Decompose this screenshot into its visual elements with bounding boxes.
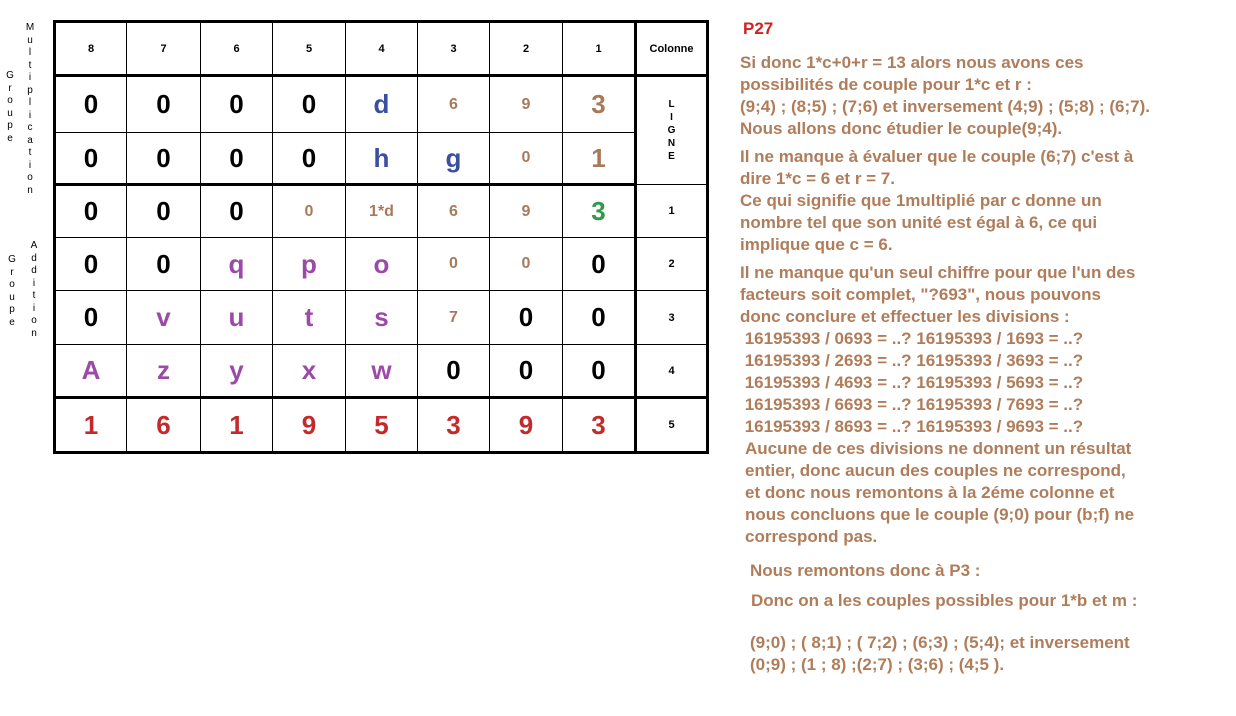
grid-cell: 0	[127, 76, 201, 133]
grid-cell: 1*d	[346, 185, 418, 238]
grid-cell: 1	[201, 398, 273, 453]
vertical-letter: p	[27, 84, 33, 96]
text-line: Aucune de ces divisions ne donnent un résultat	[745, 439, 1132, 458]
grid-cell: 0	[201, 185, 273, 238]
grid-cell: 6	[127, 398, 201, 453]
row-number-label: 4	[636, 345, 708, 398]
vertical-letter: o	[7, 95, 13, 106]
vertical-letter: o	[9, 279, 15, 290]
vertical-letter: o	[31, 315, 37, 326]
grid-cell: 0	[55, 76, 127, 133]
calculation-grid	[53, 20, 709, 454]
grid-cell: s	[346, 291, 418, 345]
column-header-7: 7	[127, 22, 201, 76]
ligne-letter: L	[668, 99, 675, 110]
grid-cell: q	[201, 238, 273, 291]
vertical-letter: d	[31, 252, 37, 264]
grid-row	[55, 291, 708, 345]
grid-row	[55, 345, 708, 398]
text-line: Il ne manque à évaluer que le couple (6;7) c'est à	[740, 147, 1134, 166]
column-header-1: 1	[563, 22, 636, 76]
vertical-letter: t	[28, 59, 32, 71]
vertical-letter: l	[28, 47, 32, 58]
grid-cell: 0	[127, 133, 201, 185]
text-line: facteurs soit complet, "?693", nous pouvons	[740, 285, 1101, 304]
text-line: entier, donc aucun des couples ne correspond,	[745, 461, 1126, 480]
row-number-label: 3	[636, 291, 708, 345]
grid-cell: 9	[490, 76, 563, 133]
text-line: (9;4) ; (8;5) ; (7;6) et inversement (4;9) ; (5;8) ; (6;7).	[740, 97, 1150, 116]
vertical-letter: i	[28, 159, 32, 171]
vertical-letter: i	[28, 109, 32, 121]
text-line: Nous allons donc étudier le couple(9;4).	[740, 119, 1063, 138]
vertical-letter: M	[25, 22, 35, 33]
grid-cell: 9	[273, 398, 346, 453]
text-line: nombre tel que son unité est égal à 6, ce qui	[740, 213, 1098, 232]
row-number-label: 2	[636, 238, 708, 291]
paragraph-1	[740, 52, 1230, 140]
grid-cell: x	[273, 345, 346, 398]
grid-cell: 3	[563, 76, 636, 133]
vertical-letter: i	[32, 277, 36, 289]
text-line: Si donc 1*c+0+r = 13 alors nous avons ces	[740, 53, 1084, 72]
division-list	[740, 328, 1230, 438]
text-line: correspond pas.	[745, 527, 878, 546]
grid-cell: z	[127, 345, 201, 398]
multiplication-vertical-label	[24, 22, 36, 197]
grid-cell: y	[201, 345, 273, 398]
text-line: implique que c = 6.	[740, 235, 893, 254]
text-line: et donc nous remontons à la 2éme colonne et	[745, 483, 1115, 502]
vertical-letter: c	[27, 122, 33, 133]
vertical-letter: t	[32, 290, 36, 301]
text-line: (0;9) ; (1 ; 8) ;(2;7) ; (3;6) ; (4;5 ).	[750, 655, 1005, 674]
grid-cell: 3	[563, 398, 636, 453]
vertical-letter: u	[27, 34, 33, 46]
text-line: 16195393 / 6693 = ..? 16195393 / 7693 = ..?	[740, 395, 1084, 414]
grid-cell: 1	[55, 398, 127, 453]
grid-cell: 0	[563, 291, 636, 345]
ligne-letter: E	[668, 151, 675, 162]
grid-cell: 0	[55, 185, 127, 238]
vertical-letter: G	[6, 70, 14, 81]
grid-cell: g	[418, 133, 490, 185]
grid-cell: 0	[563, 238, 636, 291]
column-header-6: 6	[201, 22, 273, 76]
text-line: Il ne manque qu'un seul chiffre pour que l'un des	[740, 263, 1136, 282]
vertical-letter: l	[28, 97, 32, 108]
grid-cell: 0	[55, 291, 127, 345]
vertical-letter: i	[32, 302, 36, 314]
grid-row	[55, 238, 708, 291]
ligne-letter: G	[667, 125, 676, 136]
grid-row	[55, 133, 708, 185]
vertical-letter: n	[31, 327, 37, 339]
row-number-label: 1	[636, 185, 708, 238]
text-line: Ce qui signifie que 1multiplié par c donne un	[740, 191, 1102, 210]
ligne-letter: N	[667, 138, 676, 149]
grid-cell: 9	[490, 398, 563, 453]
paragraph-7	[750, 632, 1230, 676]
grid-row	[55, 398, 708, 453]
text-line: donc conclure et effectuer les divisions :	[740, 307, 1070, 326]
grid-cell: o	[346, 238, 418, 291]
vertical-letter: d	[31, 265, 37, 276]
column-header-2: 2	[490, 22, 563, 76]
paragraph-4	[745, 438, 1230, 548]
grid-cell: v	[127, 291, 201, 345]
text-line: 16195393 / 8693 = ..? 16195393 / 9693 = ..?	[740, 417, 1084, 436]
vertical-letter: a	[27, 134, 33, 146]
vertical-letter: t	[28, 147, 32, 158]
vertical-letter: A	[30, 240, 38, 251]
grid-row	[55, 76, 708, 133]
grid-cell: A	[55, 345, 127, 398]
text-line: possibilités de couple pour 1*c et r :	[740, 75, 1032, 94]
vertical-letter: p	[7, 120, 13, 131]
paragraph-6: Donc on a les couples possibles pour 1*b et m :	[751, 591, 1138, 610]
grid-cell: 9	[490, 185, 563, 238]
grid-cell: 0	[127, 185, 201, 238]
page-title: P27	[743, 19, 774, 38]
grid-cell: w	[346, 345, 418, 398]
grid-cell: 7	[418, 291, 490, 345]
grid-cell: p	[273, 238, 346, 291]
groupe-addition-vertical-label	[6, 254, 18, 329]
grid-cell: 0	[418, 345, 490, 398]
text-line: 16195393 / 0693 = ..? 16195393 / 1693 = ..?	[740, 329, 1084, 348]
vertical-letter: p	[9, 304, 15, 315]
grid-cell: 0	[201, 76, 273, 133]
grid-cell: 0	[55, 133, 127, 185]
paragraph-2	[740, 146, 1230, 256]
grid-cell: t	[273, 291, 346, 345]
grid-cell: h	[346, 133, 418, 185]
text-line: nous concluons que le couple (9;0) pour (b;f) ne	[745, 505, 1135, 524]
grid-cell: 0	[490, 291, 563, 345]
paragraph-5: Nous remontons donc à P3 :	[750, 561, 981, 580]
ligne-label	[636, 76, 708, 185]
addition-vertical-label	[28, 240, 40, 340]
text-line: 16195393 / 4693 = ..? 16195393 / 5693 = ..?	[740, 373, 1084, 392]
column-header-8: 8	[55, 22, 127, 76]
vertical-letter: r	[8, 82, 12, 94]
grid-cell: 0	[273, 76, 346, 133]
paragraph-3	[740, 262, 1230, 328]
grid-row	[55, 185, 708, 238]
grid-cell: 0	[201, 133, 273, 185]
grid-cell: 0	[127, 238, 201, 291]
column-header-3: 3	[418, 22, 490, 76]
vertical-letter: G	[8, 254, 16, 265]
vertical-letter: i	[28, 72, 32, 83]
vertical-letter: u	[7, 107, 13, 119]
grid-cell: 0	[273, 185, 346, 238]
row-number-label: 5	[636, 398, 708, 453]
column-header-row	[55, 22, 708, 76]
text-line: (9;0) ; ( 8;1) ; ( 7;2) ; (6;3) ; (5;4); et inversement	[750, 633, 1130, 652]
vertical-letter: e	[7, 132, 13, 144]
vertical-letter: e	[9, 316, 15, 328]
groupe-multiplication-vertical-label	[4, 70, 16, 145]
grid-cell: 6	[418, 76, 490, 133]
grid-cell: 3	[418, 398, 490, 453]
grid-cell: 0	[563, 345, 636, 398]
explanation-text	[740, 18, 1230, 676]
grid-cell: u	[201, 291, 273, 345]
vertical-letter: o	[27, 172, 33, 183]
text-line: dire 1*c = 6 et r = 7.	[740, 169, 895, 188]
text-line: 16195393 / 2693 = ..? 16195393 / 3693 = ..?	[740, 351, 1084, 370]
grid-cell: 5	[346, 398, 418, 453]
vertical-letter: r	[10, 266, 14, 278]
grid-cell: 0	[490, 345, 563, 398]
vertical-letter: n	[27, 184, 33, 196]
grid-cell: 0	[490, 238, 563, 291]
column-header-5: 5	[273, 22, 346, 76]
column-header-4: 4	[346, 22, 418, 76]
ligne-letter: I	[670, 112, 673, 123]
colonne-header: Colonne	[636, 22, 708, 76]
grid-cell: 0	[418, 238, 490, 291]
grid-cell: d	[346, 76, 418, 133]
grid-cell: 6	[418, 185, 490, 238]
grid-cell: 3	[563, 185, 636, 238]
grid-cell: 0	[490, 133, 563, 185]
grid-cell: 0	[55, 238, 127, 291]
grid-cell: 0	[273, 133, 346, 185]
vertical-letter: u	[9, 291, 15, 303]
grid-cell: 1	[563, 133, 636, 185]
